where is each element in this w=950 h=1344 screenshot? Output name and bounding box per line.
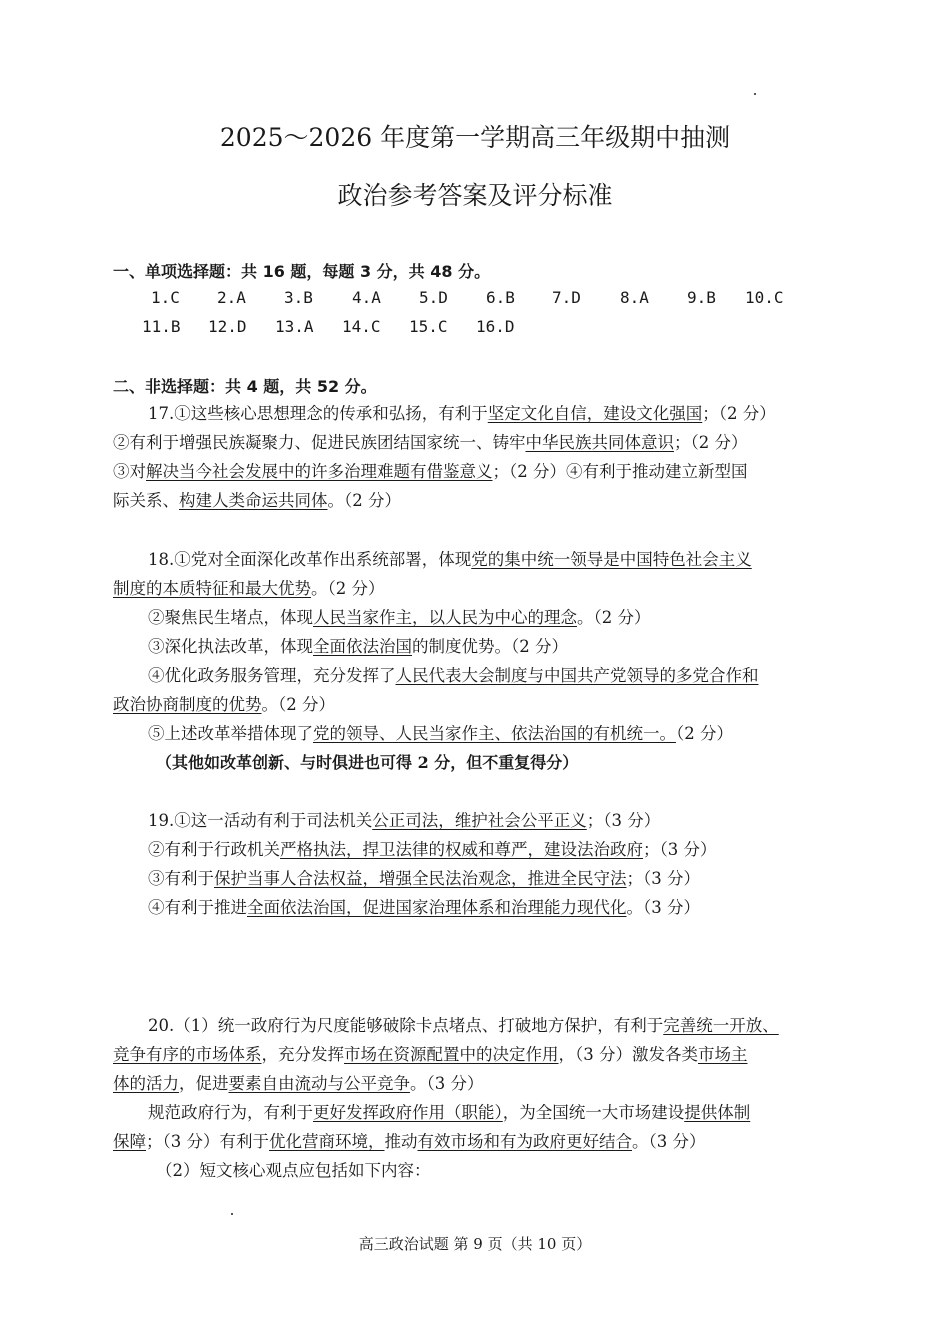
q18-line4: ③深化执法改革，体现全面依法治国的制度优势。（2 分） [148, 637, 568, 656]
answer-keypoint: 党的领导、人民当家作主、依法治国的有机统一。 [313, 724, 676, 743]
answer-keypoint: 人民代表大会制度与中国共产党领导的多党合作和 [395, 666, 759, 685]
answer-keypoint: 体的活力 [113, 1074, 179, 1093]
answer-keypoint: 政治协商制度的优势 [113, 695, 262, 714]
answer-keypoint: 完善统一开放、 [663, 1016, 779, 1035]
answer-keypoint: 构建人类命运共同体 [179, 491, 328, 510]
scan-dot [754, 93, 756, 95]
answer-keypoint: 全面依法治国 [313, 637, 412, 656]
q18-line3: ②聚焦民生堵点，体现人民当家作主，以人民为中心的理念。（2 分） [148, 608, 651, 627]
section2-heading: 二、非选择题：共 4 题，共 52 分。 [113, 377, 377, 396]
page-footer: 高三政治试题 第 9 页（共 10 页） [358, 1235, 592, 1253]
q17-line3: ③对解决当今社会发展中的许多治理难题有借鉴意义；（2 分）④有利于推动建立新型国 [113, 462, 748, 481]
answer-11: 11.B [142, 317, 181, 336]
answer-keypoint: 制度的本质特征和最大优势 [113, 579, 311, 598]
q20-line6: （2）短文核心观点应包括如下内容： [156, 1161, 431, 1180]
q20-line5: 保障；（3 分）有利于优化营商环境，推动有效市场和有为政府更好结合。（3 分） [113, 1132, 706, 1151]
answer-keypoint: 优化营商环境， [269, 1132, 385, 1151]
answer-keypoint: 更好发挥政府作用（职能） [313, 1103, 503, 1122]
answer-1: 1.C [151, 288, 180, 307]
answer-10: 10.C [745, 288, 784, 307]
answer-keypoint: 竞争有序的市场体系 [113, 1045, 262, 1064]
answer-keypoint: 公正司法，维护社会公平正义 [372, 811, 587, 830]
answer-16: 16.D [476, 317, 515, 336]
section1-heading: 一、单项选择题：共 16 题，每题 3 分，共 48 分。 [113, 262, 491, 281]
q18-line1: 18.①党对全面深化改革作出系统部署，体现党的集中统一领导是中国特色社会主义 [148, 550, 752, 569]
answer-keypoint: 要素自由流动与公平竞争 [228, 1074, 410, 1093]
answer-keypoint: 严格执法，捍卫法律的权威和尊严，建设法治政府 [280, 840, 643, 859]
answer-15: 15.C [409, 317, 448, 336]
answer-keypoint: 保障 [113, 1132, 146, 1151]
answer-keypoint: 中华民族共同体意识 [525, 433, 674, 452]
q18-line2: 制度的本质特征和最大优势。（2 分） [113, 579, 385, 598]
answer-keypoint: 全面依法治国，促进国家治理体系和治理能力现代化 [247, 898, 627, 917]
q19-line3: ③有利于保护当事人合法权益，增强全民法治观念，推进全民守法；（3 分） [148, 869, 700, 888]
q17-line1: 17.①这些核心思想理念的传承和弘扬，有利于坚定文化自信，建设文化强国；（2 分） [148, 404, 776, 423]
q19-line4: ④有利于推进全面依法治国，促进国家治理体系和治理能力现代化。（3 分） [148, 898, 700, 917]
q19-line2: ②有利于行政机关严格执法，捍卫法律的权威和尊严，建设法治政府；（3 分） [148, 840, 717, 859]
answer-13: 13.A [275, 317, 314, 336]
answer-14: 14.C [342, 317, 381, 336]
answer-4: 4.A [352, 288, 381, 307]
scan-dot [231, 1213, 233, 1215]
q18-note: （其他如改革创新、与时俱进也可得 2 分，但不重复得分） [156, 753, 579, 772]
q17-line2: ②有利于增强民族凝聚力、促进民族团结国家统一、铸牢中华民族共同体意识；（2 分） [113, 433, 748, 452]
q20-line1: 20.（1）统一政府行为尺度能够破除卡点堵点、打破地方保护，有利于完善统一开放、 [148, 1016, 779, 1035]
answer-5: 5.D [419, 288, 448, 307]
document-title: 2025～2026 年度第一学期高三年级期中抽测 [219, 123, 731, 152]
answer-keypoint: 人民当家作主，以人民为中心的理念 [313, 608, 577, 627]
answer-12: 12.D [208, 317, 247, 336]
answer-2: 2.A [217, 288, 246, 307]
answer-keypoint: 保护当事人合法权益，增强全民法治观念，推进全民守法 [214, 869, 627, 888]
q18-line7: ⑤上述改革举措体现了党的领导、人民当家作主、依法治国的有机统一。（2 分） [148, 724, 733, 743]
answer-9: 9.B [687, 288, 716, 307]
answer-keypoint: 解决当今社会发展中的许多治理难题有借鉴意义 [146, 462, 493, 481]
answer-3: 3.B [284, 288, 313, 307]
q20-line3: 体的活力，促进要素自由流动与公平竞争。（3 分） [113, 1074, 484, 1093]
q20-line4: 规范政府行为，有利于更好发挥政府作用（职能），为全国统一大市场建设提供体制 [148, 1103, 751, 1122]
document-subtitle: 政治参考答案及评分标准 [337, 181, 613, 210]
answer-keypoint: 坚定文化自信，建设文化强国 [487, 404, 703, 423]
answer-keypoint: 有效市场和有为政府更好结合 [417, 1132, 632, 1151]
q18-line6: 政治协商制度的优势。（2 分） [113, 695, 335, 714]
answer-keypoint: 提供体制 [684, 1103, 751, 1122]
answer-keypoint: 市场主 [698, 1045, 748, 1064]
answer-6: 6.B [486, 288, 515, 307]
q17-line4: 际关系、构建人类命运共同体。（2 分） [113, 491, 401, 510]
answer-7: 7.D [552, 288, 581, 307]
q20-line2: 竞争有序的市场体系，充分发挥市场在资源配置中的决定作用，（3 分）激发各类市场主 [113, 1045, 748, 1064]
answer-keypoint: 市场在资源配置中的决定作用 [344, 1045, 559, 1064]
q19-line1: 19.①这一活动有利于司法机关公正司法，维护社会公平正义；（3 分） [148, 811, 661, 830]
q18-line5: ④优化政务服务管理，充分发挥了人民代表大会制度与中国共产党领导的多党合作和 [148, 666, 759, 685]
answer-8: 8.A [620, 288, 649, 307]
answer-keypoint: 党的集中统一领导是中国特色社会主义 [471, 550, 752, 569]
